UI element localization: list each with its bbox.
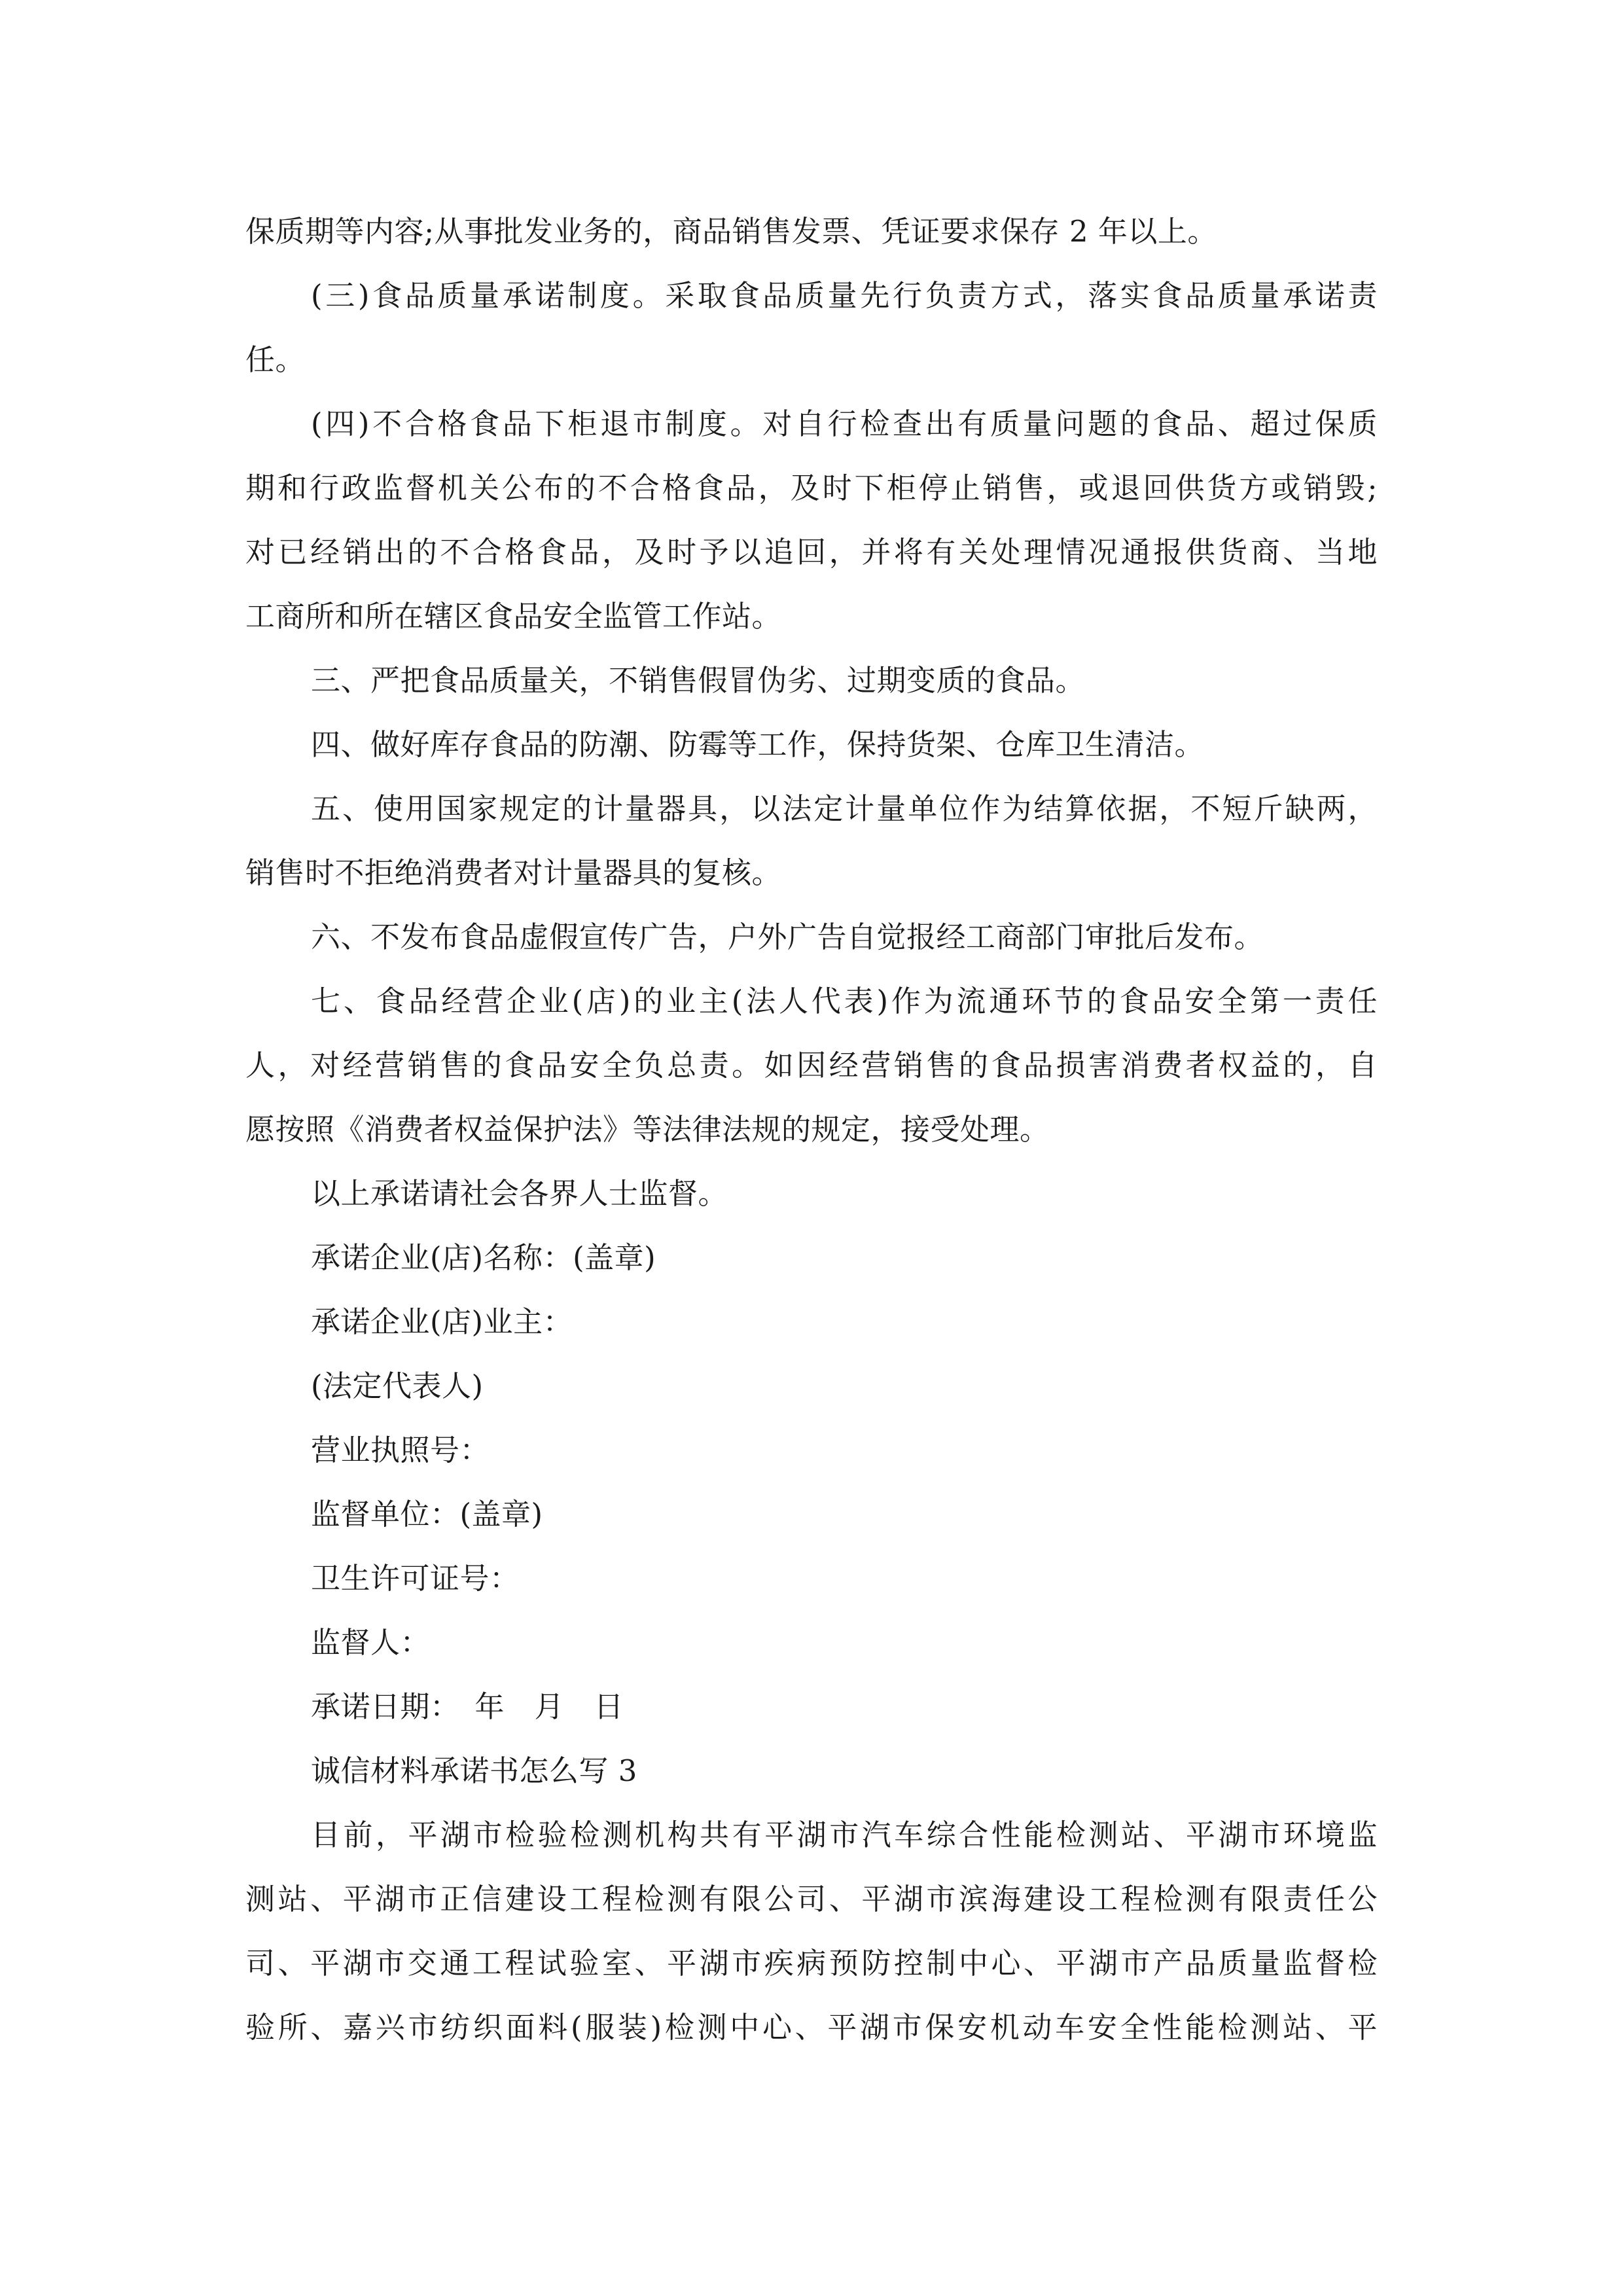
document-page — [245, 200, 1378, 2060]
text-line: (三)食品质量承诺制度。采取食品质量先行负责方式，落实食品质量承诺责 — [311, 278, 1378, 313]
text-line: 四、做好库存食品的防潮、防霉等工作，保持货架、仓库卫生清洁。 — [311, 727, 1205, 762]
text-line: 三、严把食品质量关，不销售假冒伪劣、过期变质的食品。 — [311, 663, 1086, 698]
text-line: (四)不合格食品下柜退市制度。对自行检查出有质量问题的食品、超过保质 — [311, 406, 1378, 441]
text-line: 卫生许可证号： — [311, 1561, 520, 1596]
text-line: (法定代表人) — [311, 1369, 484, 1403]
text-line: 期和行政监督机关公布的不合格食品，及时下柜停止销售，或退回供货方或销毁; — [245, 471, 1378, 505]
text-line: 测站、平湖市正信建设工程检测有限公司、平湖市滨海建设工程检测有限责任公 — [245, 1882, 1378, 1916]
text-line: 司、平湖市交通工程试验室、平湖市疾病预防控制中心、平湖市产品质量监督检 — [245, 1946, 1378, 1981]
text-line: 五、使用国家规定的计量器具，以法定计量单位作为结算依据，不短斤缺两， — [311, 791, 1378, 826]
text-line: 对已经销出的不合格食品，及时予以追回，并将有关处理情况通报供货商、当地 — [245, 535, 1378, 569]
text-line: 销售时不拒绝消费者对计量器具的复核。 — [245, 855, 782, 890]
text-line: 承诺企业(店)业主： — [311, 1304, 573, 1339]
text-line: 目前，平湖市检验检测机构共有平湖市汽车综合性能检测站、平湖市环境监 — [311, 1818, 1378, 1852]
text-line: 承诺日期： 年 月 日 — [311, 1689, 624, 1724]
text-line: 任。 — [245, 342, 306, 377]
text-line: 人，对经营销售的食品安全负总责。如因经营销售的食品损害消费者权益的，自 — [245, 1048, 1378, 1083]
text-line: 监督人： — [311, 1625, 431, 1660]
text-line: 愿按照《消费者权益保护法》等法律法规的规定，接受处理。 — [245, 1112, 1050, 1147]
text-line: 工商所和所在辖区食品安全监管工作站。 — [245, 599, 782, 634]
text-line: 保质期等内容;从事批发业务的，商品销售发票、凭证要求保存 2 年以上。 — [245, 214, 1217, 249]
text-line: 以上承诺请社会各界人士监督。 — [311, 1176, 728, 1211]
text-line: 承诺企业(店)名称：(盖章) — [311, 1240, 656, 1275]
text-line: 监督单位：(盖章) — [311, 1497, 543, 1532]
text-line: 营业执照号： — [311, 1433, 490, 1467]
text-line: 诚信材料承诺书怎么写 3 — [311, 1753, 637, 1788]
text-line: 七、食品经营企业(店)的业主(法人代表)作为流通环节的食品安全第一责任 — [311, 984, 1378, 1018]
text-line: 六、不发布食品虚假宣传广告，户外广告自觉报经工商部门审批后发布。 — [311, 920, 1264, 954]
text-line: 验所、嘉兴市纺织面料(服装)检测中心、平湖市保安机动车安全性能检测站、平 — [245, 2010, 1378, 2045]
